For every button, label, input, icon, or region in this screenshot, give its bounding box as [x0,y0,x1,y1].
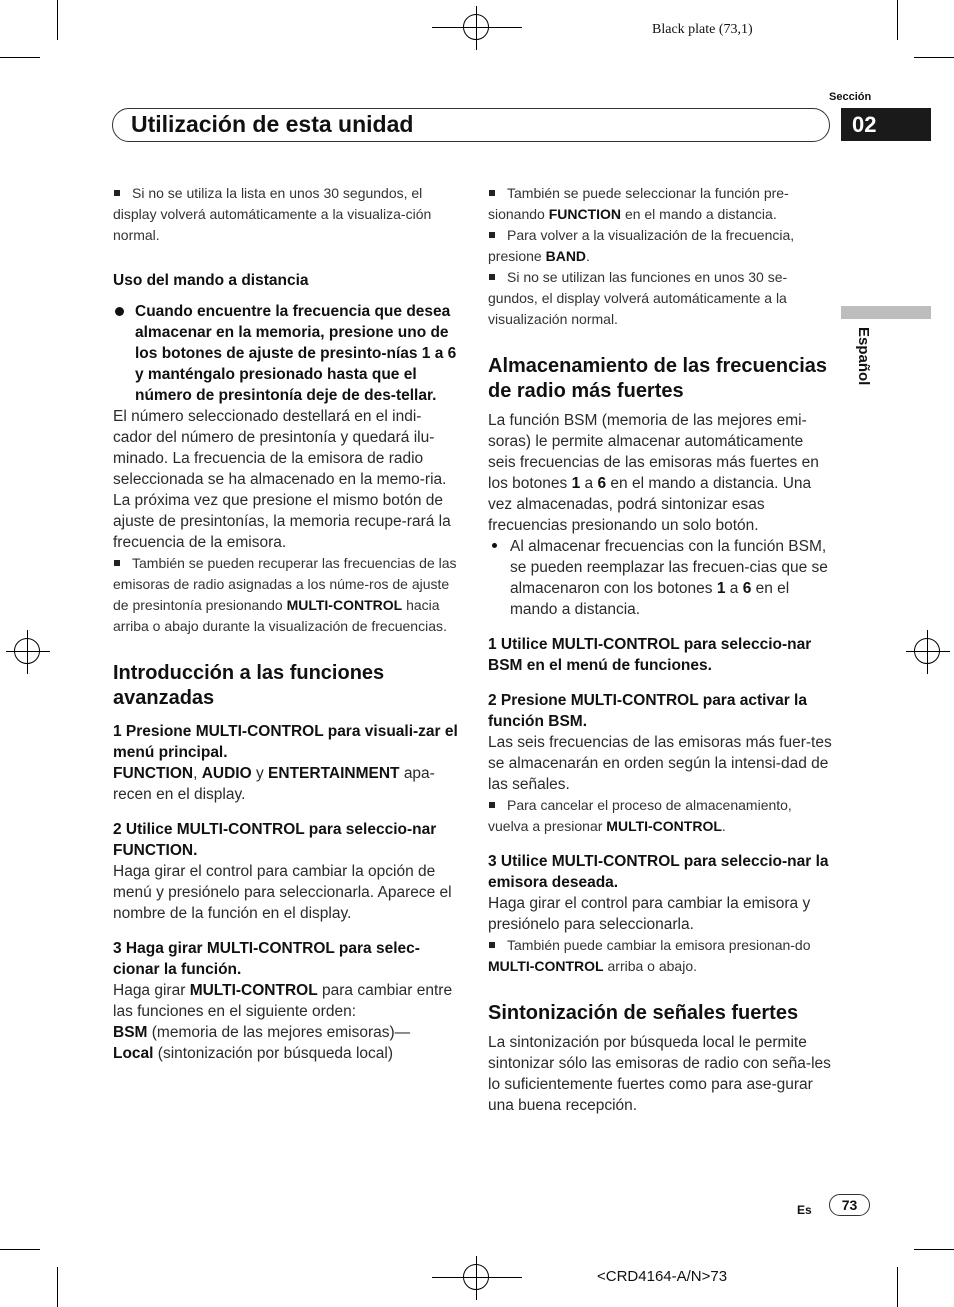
registration-mark-top [455,6,499,50]
remote-instruction: Cuando encuentre la frecuencia que desea almacenar en la memoria, presione uno de los botones de ajuste de presinto-nías 1 a 6 y manténgalo presionado hasta que el número de presintonía deje de des-tellar. [113,301,458,406]
note-band: Para volver a la visualización de la frecuencia, presione BAND. [488,227,795,264]
step-2-body: Haga girar el control para cambiar la opción de menú y presiónelo para seleccionarla. Aparece el nombre de la función en el display. [113,863,452,922]
note-change-station: También puede cambiar la emisora presionan-do MULTI-CONTROL arriba o abajo. [488,937,811,974]
step-3-body: Haga girar MULTI-CONTROL para cambiar entre las funciones en el siguiente orden: BSM (memoria de las mejores emisoras)— Local (sintonización por búsqueda local) [113,982,453,1062]
step-2-title: 2 Utilice MULTI-CONTROL para seleccio-nar FUNCTION. [113,821,437,859]
note-function-timeout: Si no se utilizan las funciones en unos 30 se-gundos, el display volverá automáticamente a la visualización normal. [488,269,788,327]
bsm-step-3-body: Haga girar el control para cambiar la emisora y presiónelo para seleccionarla. [488,895,811,933]
crop-mark [57,1267,58,1307]
square-bullet-icon [489,942,495,948]
footer-language: Es [797,1203,812,1217]
advanced-functions-heading: Introducción a las funciones avanzadas [113,662,385,709]
square-bullet-icon [489,274,495,280]
remote-paragraph-1: El número seleccionado destellará en el indi-cador del número de presintonía y quedará ilu-minado. La frecuencia de la emisora de radio seleccionada se ha almacenado en la memo-ria. [113,408,447,488]
local-seek-paragraph: La sintonización por búsqueda local le permite sintonizar sólo las emisoras de radio con seña-les lo suficientemente fuertes como para ase-gurar una buena recepción. [488,1034,831,1114]
plate-label: Black plate (73,1) [652,22,753,37]
crop-mark [0,1249,40,1250]
remote-heading: Uso del mando a distancia [113,272,309,289]
registration-line [432,27,522,28]
document-code: <CRD4164-A/N>73 [597,1268,728,1285]
note-list-timeout: Si no se utiliza la lista en unos 30 segundos, el display volverá automáticamente a la visualiza-ción normal. [113,185,432,243]
note-cancel-bsm: Para cancelar el proceso de almacenamiento, vuelva a presionar MULTI-CONTROL. [488,797,792,834]
square-bullet-icon [114,560,120,566]
registration-mark-left [6,630,50,674]
left-column [113,183,458,1064]
square-bullet-icon [489,802,495,808]
page-number: 73 [829,1194,870,1216]
bullet-dot-icon [115,307,124,316]
bsm-step-1-title: 1 Utilice MULTI-CONTROL para seleccio-nar BSM en el menú de funciones. [488,636,812,674]
bsm-heading: Almacenamiento de las frecuencias de radio más fuertes [488,355,828,402]
language-tab-bar [841,306,931,319]
square-bullet-icon [489,232,495,238]
crop-mark [0,57,40,58]
square-bullet-icon [114,190,120,196]
step-3-title: 3 Haga girar MULTI-CONTROL para selec-cionar la función. [113,940,420,978]
crop-mark [897,1267,898,1307]
square-bullet-icon [489,190,495,196]
note-preset-recall: También se pueden recuperar las frecuencias de las emisoras de radio asignadas a los núme-ros de ajuste de presintonía presionando MULTI-CONTROL hacia arriba o abajo durante la visualización de frecuencias. [113,555,457,634]
language-tab: Español [855,327,872,386]
bsm-step-3-title: 3 Utilice MULTI-CONTROL para seleccio-nar la emisora deseada. [488,853,829,891]
remote-paragraph-2: La próxima vez que presione el mismo botón de ajuste de presintonías, la memoria recupe-rará la frecuencia de la emisora. [113,492,451,551]
page-title: Utilización de esta unidad [131,111,414,137]
crop-mark [57,0,58,40]
bsm-step-2-body: Las seis frecuencias de las emisoras más fuer-tes se almacenarán en orden según la intensi-dad de las señales. [488,734,832,793]
registration-mark-right [906,630,950,674]
registration-mark-bottom [455,1256,499,1300]
step-1-body: FUNCTION, AUDIO y ENTERTAINMENT apa-recen en el display. [113,765,435,803]
crop-mark [914,57,954,58]
section-label: Sección [829,91,872,103]
bsm-step-2-title: 2 Presione MULTI-CONTROL para activar la función BSM. [488,692,807,730]
section-number: 02 [841,108,931,141]
bullet-dot-icon [492,543,497,548]
crop-mark [897,0,898,40]
local-seek-heading: Sintonización de señales fuertes [488,1002,799,1024]
registration-line [432,1277,522,1278]
note-function-remote: También se puede seleccionar la función pre-sionando FUNCTION en el mando a distancia. [488,185,789,222]
step-1-title: 1 Presione MULTI-CONTROL para visuali-zar el menú principal. [113,723,458,761]
bsm-paragraph: La función BSM (memoria de las mejores emi-soras) le permite almacenar automáticamente seis frecuencias de las emisoras más fuertes en los botones 1 a 6 en el mando a distancia. Una vez almacenadas, podrá sintonizar esas frecuencias presionando un solo botón. [488,412,819,534]
right-column [488,183,833,1116]
crop-mark [914,1249,954,1250]
bsm-bullet: Al almacenar frecuencias con la función BSM, se pueden reemplazar las frecuen-cias que se almacenaron con los botones 1 a 6 en el mando a distancia. [488,536,833,620]
